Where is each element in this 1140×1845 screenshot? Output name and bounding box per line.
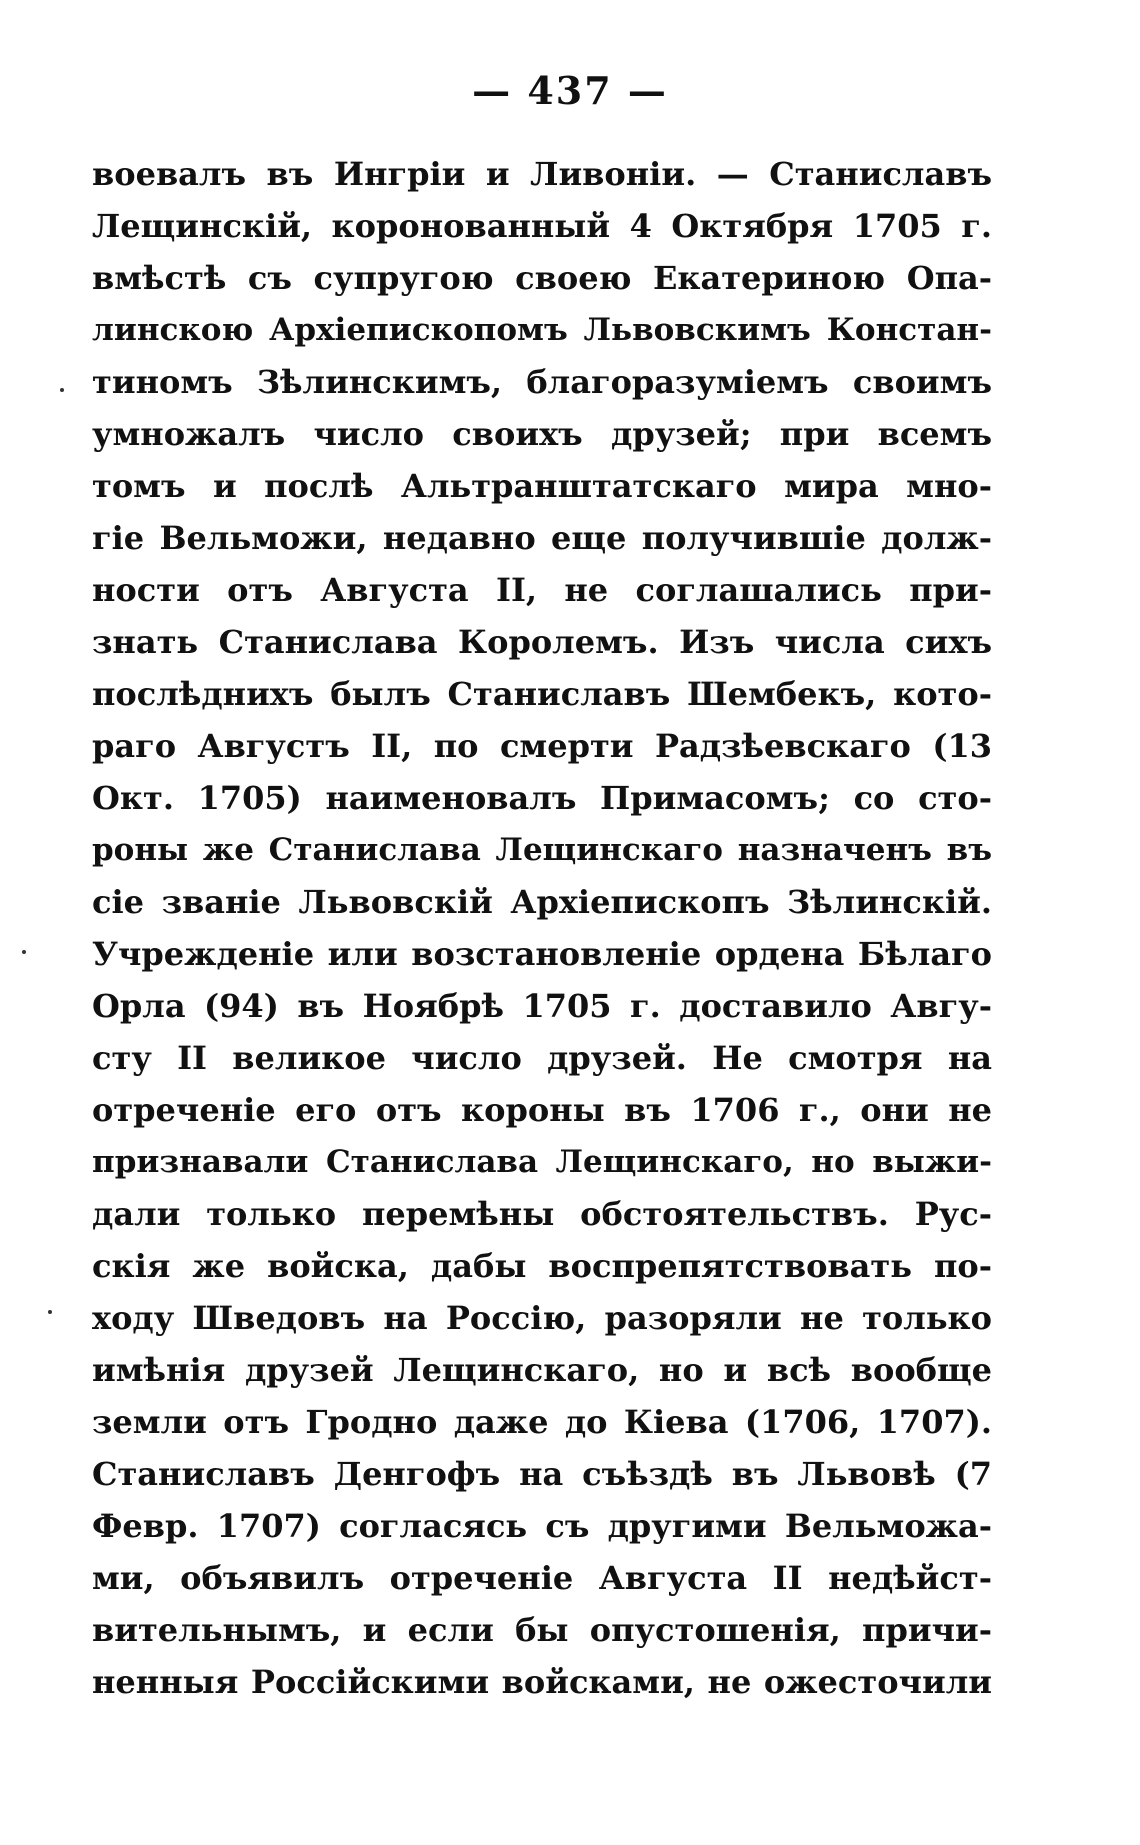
- text-line: Орла (94) въ Ноябрѣ 1705 г. доставило Авгу-: [92, 987, 992, 1025]
- text-line: Станиславъ Денгофъ на съѣздѣ въ Львовѣ (7: [92, 1455, 992, 1493]
- text-line: Февр. 1707) согласясь съ другими Вельможа-: [92, 1507, 992, 1545]
- print-speck: [22, 950, 26, 954]
- body-text: [92, 148, 992, 1708]
- text-line: сіе званіе Львовскій Архіепископъ Зѣлинскій.: [92, 883, 992, 921]
- text-line: ненныя Россійскими войсками, не ожесточили: [92, 1663, 992, 1701]
- text-line: вмѣстѣ съ супругою своею Екатериною Опа-: [92, 259, 992, 297]
- text-line: земли отъ Гродно даже до Кіева (1706, 1707).: [92, 1403, 992, 1441]
- text-line: скія же войска, дабы воспрепятствовать по-: [92, 1247, 992, 1285]
- text-line: воевалъ въ Ингріи и Ливоніи. — Станиславъ: [92, 155, 992, 193]
- text-line: вительнымъ, и если бы опустошенія, причи-: [92, 1611, 992, 1649]
- text-line: Окт. 1705) наименовалъ Примасомъ; со сто-: [92, 779, 992, 817]
- text-line: роны же Станислава Лещинскаго назначенъ въ: [92, 832, 992, 868]
- text-line: ходу Шведовъ на Россію, разоряли не только: [92, 1299, 992, 1337]
- text-line: томъ и послѣ Альтранштатскаго мира мно-: [92, 467, 992, 505]
- text-line: признавали Станислава Лещинскаго, но выжи-: [92, 1144, 992, 1180]
- text-line: отреченіе его отъ короны въ 1706 г., они не: [92, 1091, 992, 1129]
- print-speck: [60, 388, 64, 392]
- text-line: Лещинскій, коронованный 4 Октября 1705 г.: [92, 207, 992, 245]
- text-line: умножалъ число своихъ друзей; при всемъ: [92, 415, 992, 453]
- text-line: сту II великое число друзей. Не смотря на: [92, 1039, 992, 1077]
- text-line: гіе Вельможи, недавно еще получившіе долж-: [92, 519, 992, 557]
- print-speck: [48, 1310, 52, 1314]
- text-line: линскою Архіепископомъ Львовскимъ Констан-: [92, 312, 992, 348]
- text-line: ности отъ Августа II, не соглашались при-: [92, 571, 992, 609]
- text-line: ми, объявилъ отреченіе Августа II недѣйст-: [92, 1559, 992, 1597]
- text-line: знать Станислава Королемъ. Изъ числа сихъ: [92, 623, 992, 661]
- text-line: раго Августъ II, по смерти Радзѣевскаго (13: [92, 727, 992, 765]
- text-line: послѣднихъ былъ Станиславъ Шембекъ, кото-: [92, 675, 992, 713]
- page-number: — 437 —: [472, 68, 668, 113]
- text-line: тиномъ Зѣлинскимъ, благоразуміемъ своимъ: [92, 363, 992, 401]
- text-line: имѣнія друзей Лещинскаго, но и всѣ вообще: [92, 1351, 992, 1389]
- text-line: Учрежденіе или возстановленіе ордена Бѣлаго: [92, 935, 992, 973]
- text-line: дали только перемѣны обстоятельствъ. Рус-: [92, 1195, 992, 1233]
